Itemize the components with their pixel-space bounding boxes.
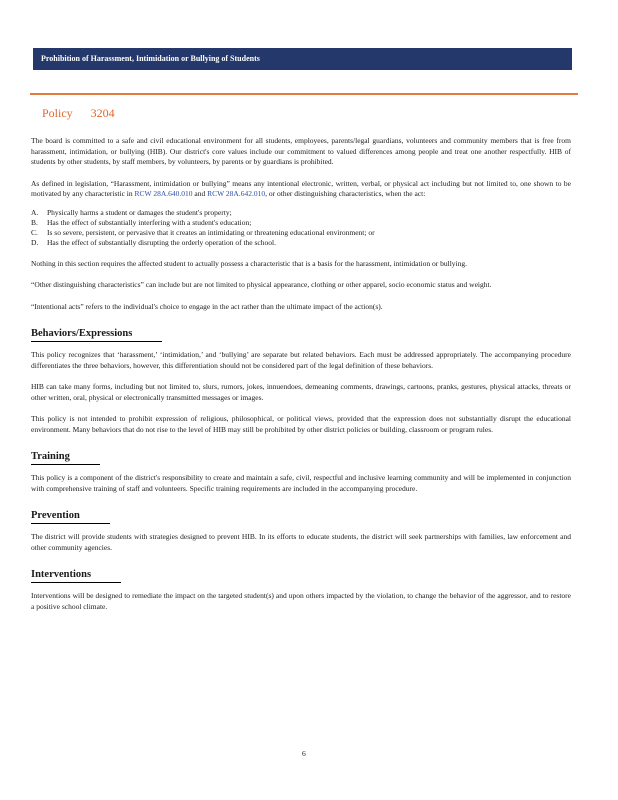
list-item: D. Has the effect of substantially disrupting the orderly operation of the school. bbox=[31, 237, 276, 247]
behaviors-heading: Behaviors/Expressions bbox=[31, 327, 162, 342]
training-paragraph: This policy is a component of the district's responsibility to create and maintain a safe, civil, respectful and inclusive learning community and will be implemented in conjunction with comprehensive training of staff and volunteers. Specific training requirements are included in the accompanying procedure. bbox=[31, 473, 571, 493]
interventions-heading: Interventions bbox=[31, 568, 121, 583]
policy-label: Policy bbox=[42, 106, 73, 120]
interventions-paragraph: Interventions will be designed to remediate the impact on the targeted student(s) and upon others impacted by the violation, to change the behavior of the aggressor, and to restore a positive school climate. bbox=[31, 591, 571, 611]
intro-paragraph-3: Nothing in this section requires the affected student to actually possess a characteristic that is a basis for the harassment, intimidation or bullying. bbox=[31, 258, 468, 268]
rcw-link-2[interactable]: RCW 28A.642.010 bbox=[207, 189, 266, 198]
list-item: B. Has the effect of substantially interfering with a student's education; bbox=[31, 217, 252, 227]
definition-text: As defined in legislation, “Harassment, intimidation or bullying” means any intentional electronic, written, verbal, or physical act including but not limited to, one shown to be motivated by any characteristic in bbox=[31, 178, 571, 198]
rcw-link-1[interactable]: RCW 28A.640.010 bbox=[134, 189, 193, 198]
behaviors-paragraph-1: This policy recognizes that ‘harassment,’ ‘intimidation,’ and ‘bullying’ are separate but related behaviors. Each must be addressed appropriately. The accompanying procedure differentiates the three behaviors, however, this differentiation should not be considered part of the legal definition of these behaviors. bbox=[31, 350, 571, 370]
definition-text-end: , or other distinguishing characteristics, when the act: bbox=[265, 189, 426, 198]
policy-title bbox=[42, 106, 115, 121]
list-item: C. Is so severe, persistent, or pervasive that it creates an intimidating or threatening educational environment; or bbox=[31, 227, 375, 237]
intro-paragraph-4: “Other distinguishing characteristics” can include but are not limited to physical appearance, clothing or other apparel, socio economic status and weight. bbox=[31, 280, 492, 289]
definition-list bbox=[31, 208, 571, 248]
behaviors-paragraph-2: HIB can take many forms, including but not limited to, slurs, rumors, jokes, innuendoes, demeaning comments, drawings, cartoons, pranks, gestures, physical attacks, threats or other written, oral, physical or electronically transmitted messages or images. bbox=[31, 382, 571, 402]
policy-body bbox=[31, 136, 571, 612]
intro-paragraph-1: The board is committed to a safe and civil educational environment for all students, employees, parents/legal guardians, volunteers and community members that is free from harassment, intimidation, or bullying (HIB). Our district's core values include our commitment to valued differences among people and treat one another respectfully. HIB of students by other students, by staff members, by volunteers, by parents or by guardians is prohibited. bbox=[31, 136, 571, 166]
training-heading: Training bbox=[31, 450, 100, 465]
definition-and: and bbox=[194, 189, 206, 198]
behaviors-paragraph-3: This policy is not intended to prohibit expression of religious, philosophical, or political views, provided that the expression does not substantially disrupt the educational environment. Many behaviors that do not rise to the level of HIB may still be prohibited by other district policies or building, classroom or program rules. bbox=[31, 414, 571, 434]
prevention-paragraph: The district will provide students with strategies designed to prevent HIB. In its efforts to educate students, the district will seek partnerships with families, law enforcement and other community agencies. bbox=[31, 532, 571, 552]
list-item: A. Physically harms a student or damages the student's property; bbox=[31, 207, 232, 217]
header-divider bbox=[30, 93, 578, 95]
intro-paragraph-5: “Intentional acts” refers to the individual's choice to engage in the act rather than the ultimate impact of the action(s). bbox=[31, 301, 383, 311]
intro-paragraph-2 bbox=[31, 179, 571, 200]
policy-number: 3204 bbox=[90, 106, 115, 120]
page-number: 6 bbox=[302, 749, 306, 758]
prevention-heading: Prevention bbox=[31, 509, 110, 524]
document-header-banner: Prohibition of Harassment, Intimidation or Bullying of Students bbox=[33, 48, 572, 70]
